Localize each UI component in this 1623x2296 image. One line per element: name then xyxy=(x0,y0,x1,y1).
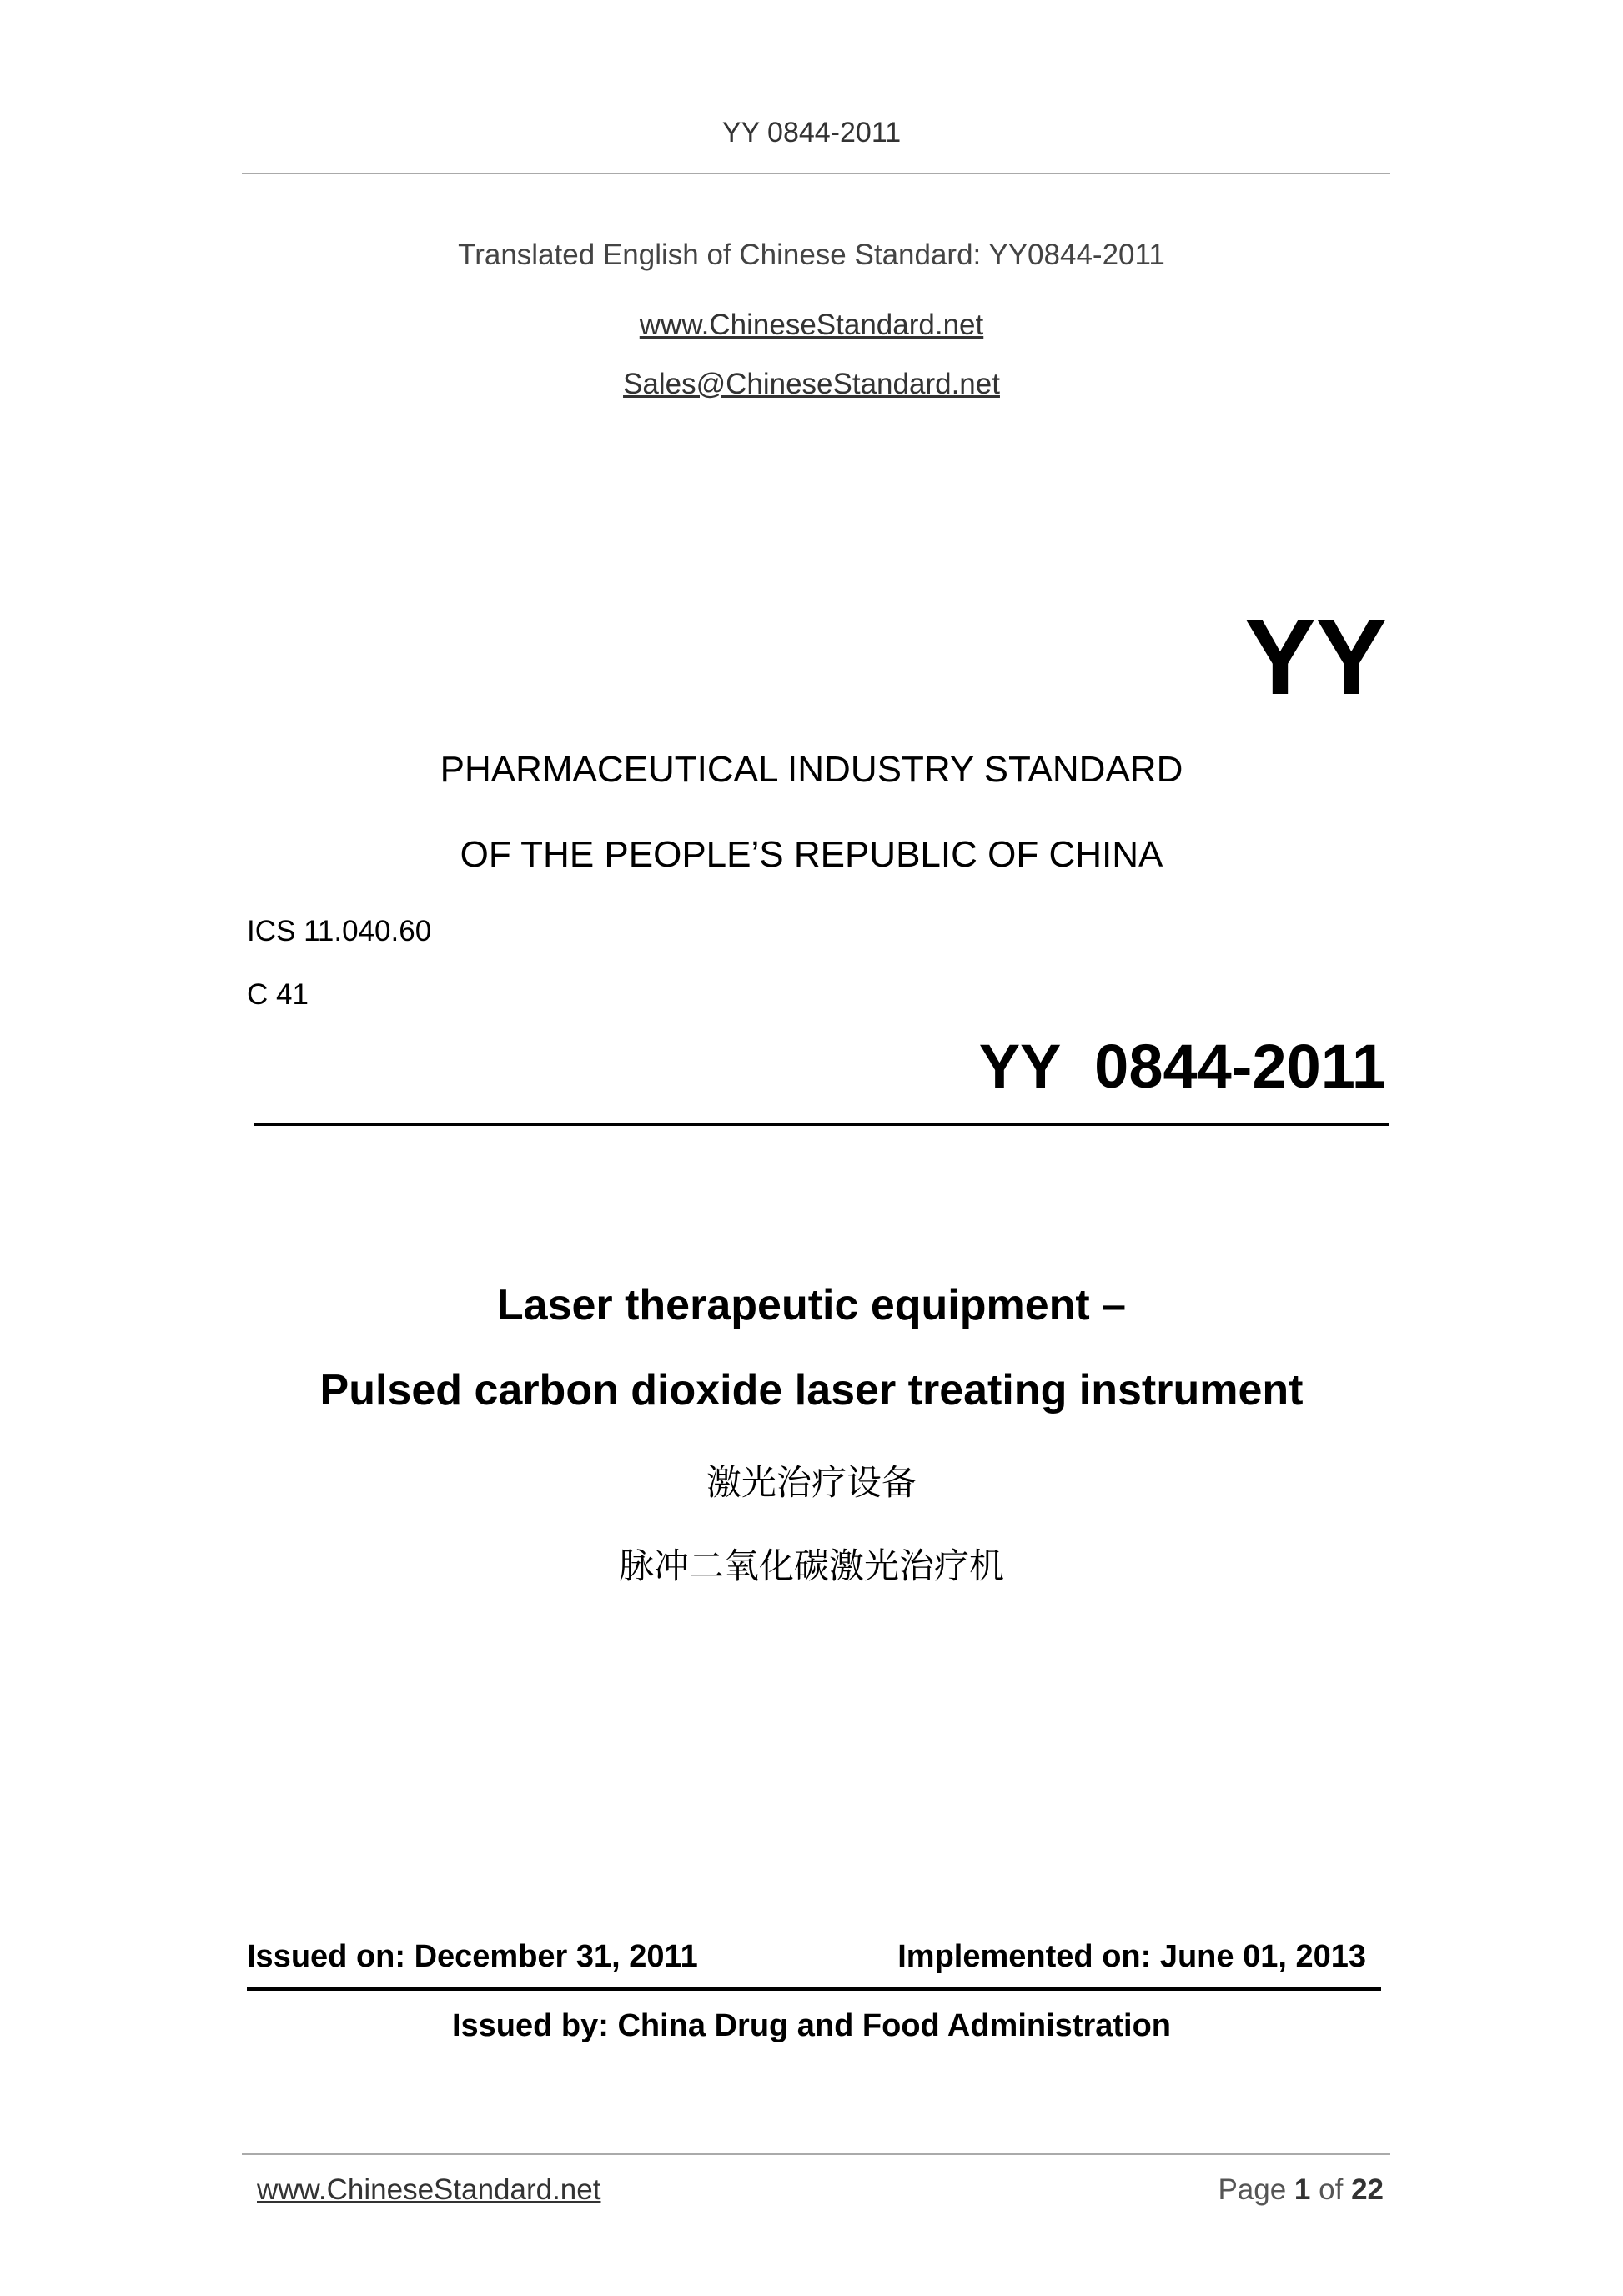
footer-divider xyxy=(242,2153,1390,2155)
ics-code: ICS 11.040.60 xyxy=(247,915,432,947)
standard-code: YY xyxy=(1244,598,1387,717)
masthead-title-line1: PHARMACEUTICAL INDUSTRY STANDARD xyxy=(440,749,1183,790)
masthead-divider xyxy=(254,1123,1389,1126)
email-link[interactable]: Sales@ChineseStandard.net xyxy=(623,368,1000,400)
website-link-wrap xyxy=(0,309,1623,342)
issued-by: Issued by: China Drug and Food Administration xyxy=(451,2008,1172,2043)
email-link-wrap xyxy=(0,368,1623,401)
website-link[interactable]: www.ChineseStandard.net xyxy=(639,309,984,341)
standard-number: YY 0844-2011 xyxy=(978,1032,1386,1101)
footer-website-link[interactable]: www.ChineseStandard.net xyxy=(257,2173,601,2206)
ccs-code: C 41 xyxy=(247,978,309,1011)
footer-website-wrap xyxy=(257,2173,600,2207)
title-zh-line1: 激光治疗设备 xyxy=(706,1462,917,1503)
title-en-line2: Pulsed carbon dioxide laser treating instrument xyxy=(319,1366,1304,1414)
header-divider xyxy=(242,173,1390,174)
masthead-title-line2: OF THE PEOPLE’S REPUBLIC OF CHINA xyxy=(460,834,1163,875)
page-prefix: Page xyxy=(1218,2173,1287,2206)
page-of: of xyxy=(1319,2173,1344,2206)
page-total: 22 xyxy=(1351,2173,1384,2206)
title-en-line1: Laser therapeutic equipment – xyxy=(496,1281,1127,1329)
title-zh-line2: 脉冲二氧化碳激光治疗机 xyxy=(618,1545,1004,1586)
page-current: 1 xyxy=(1294,2173,1311,2206)
translated-line: Translated English of Chinese Standard: YY0844-2011 xyxy=(458,239,1165,271)
dates-divider xyxy=(247,1987,1381,1991)
running-header: YY 0844-2011 xyxy=(721,117,902,148)
implemented-on: Implemented on: June 01, 2013 xyxy=(897,1939,1366,1974)
page-indicator xyxy=(1218,2173,1384,2207)
issued-on: Issued on: December 31, 2011 xyxy=(247,1939,698,1974)
